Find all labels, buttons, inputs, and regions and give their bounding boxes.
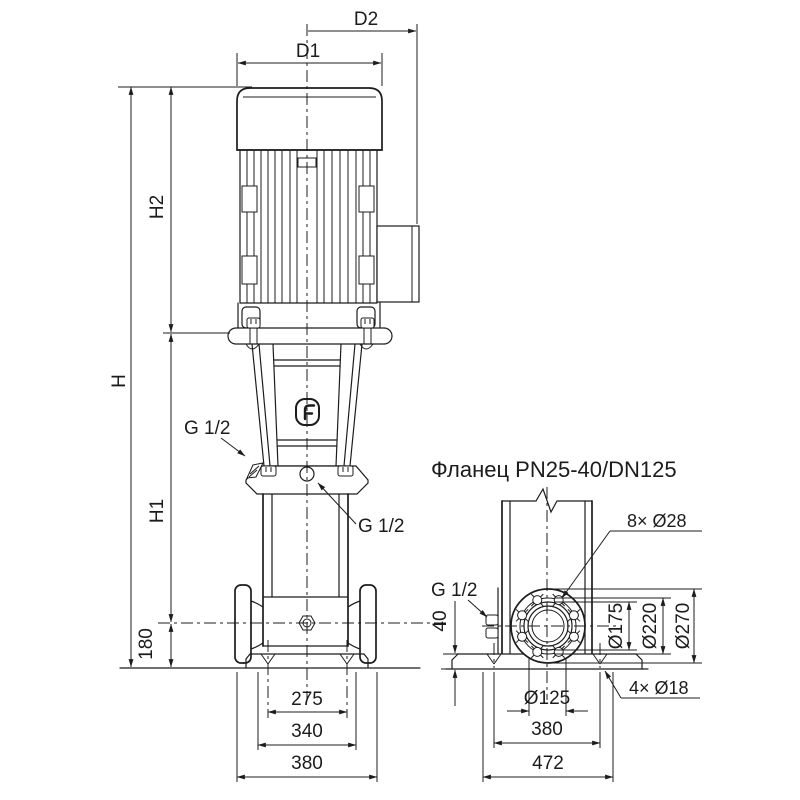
- bolt-holes-text: 8× Ø28: [627, 511, 687, 531]
- dim-340-label: 340: [291, 721, 323, 742]
- bolt-hole: [531, 646, 543, 658]
- label-4x-d18: [605, 671, 700, 698]
- flange-detail-view: [430, 457, 702, 782]
- bolt-hole: [531, 594, 543, 606]
- dim-d220-label: Ø220: [640, 602, 662, 650]
- dim-h2-label: H2: [147, 194, 169, 220]
- dim-380-side: [494, 672, 600, 748]
- label-8x-d28: [562, 511, 702, 598]
- dim-340: [258, 672, 356, 750]
- dim-472-label: 472: [532, 753, 564, 774]
- dim-h: [109, 87, 131, 667]
- dim-h2: [147, 87, 230, 333]
- dim-d125-label: Ø125: [523, 688, 571, 709]
- g12-upper-text: G 1/2: [184, 418, 231, 439]
- bolt-hole: [568, 609, 580, 621]
- dim-380-label: 380: [291, 753, 323, 774]
- g12-lower-text: G 1/2: [358, 516, 405, 537]
- bolt-hole: [553, 646, 565, 658]
- dim-180: [136, 624, 171, 667]
- dim-275-label: 275: [291, 689, 323, 710]
- stool-flange-plate: [228, 328, 392, 344]
- bolt-hole: [516, 609, 528, 621]
- motor-body: [237, 150, 382, 303]
- dim-d2-label: D2: [353, 9, 379, 30]
- flange-view-title: Фланец PN25-40/DN125: [431, 457, 677, 482]
- dim-d270-label: Ø270: [673, 602, 695, 650]
- base-holes-text: 4× Ø18: [629, 678, 689, 698]
- motor-stool: [228, 303, 392, 466]
- dim-180-label: 180: [136, 628, 158, 660]
- dim-h-label: H: [109, 374, 131, 388]
- dim-h1-label: H1: [147, 498, 169, 524]
- discharge-flange: [348, 585, 376, 663]
- motor-fan-cover: [237, 88, 382, 150]
- suction-flange: [235, 585, 263, 663]
- dim-275: [268, 689, 347, 712]
- g12-side-text: G 1/2: [431, 580, 478, 601]
- label-g12-upper: [184, 418, 245, 456]
- dim-d1-label: D1: [295, 41, 321, 62]
- dim-40: [430, 601, 470, 706]
- terminal-box: [377, 226, 419, 302]
- pump-elevation-view: [109, 9, 448, 782]
- dim-d175-label: Ø175: [606, 602, 628, 650]
- bolt-hole: [568, 631, 580, 643]
- dim-h1: [147, 334, 171, 622]
- dim-40-label: 40: [430, 610, 452, 632]
- dim-d1: [237, 41, 382, 86]
- dim-380-side-label: 380: [531, 719, 563, 740]
- motor-fins: [247, 150, 370, 303]
- bolt-hole: [516, 631, 528, 643]
